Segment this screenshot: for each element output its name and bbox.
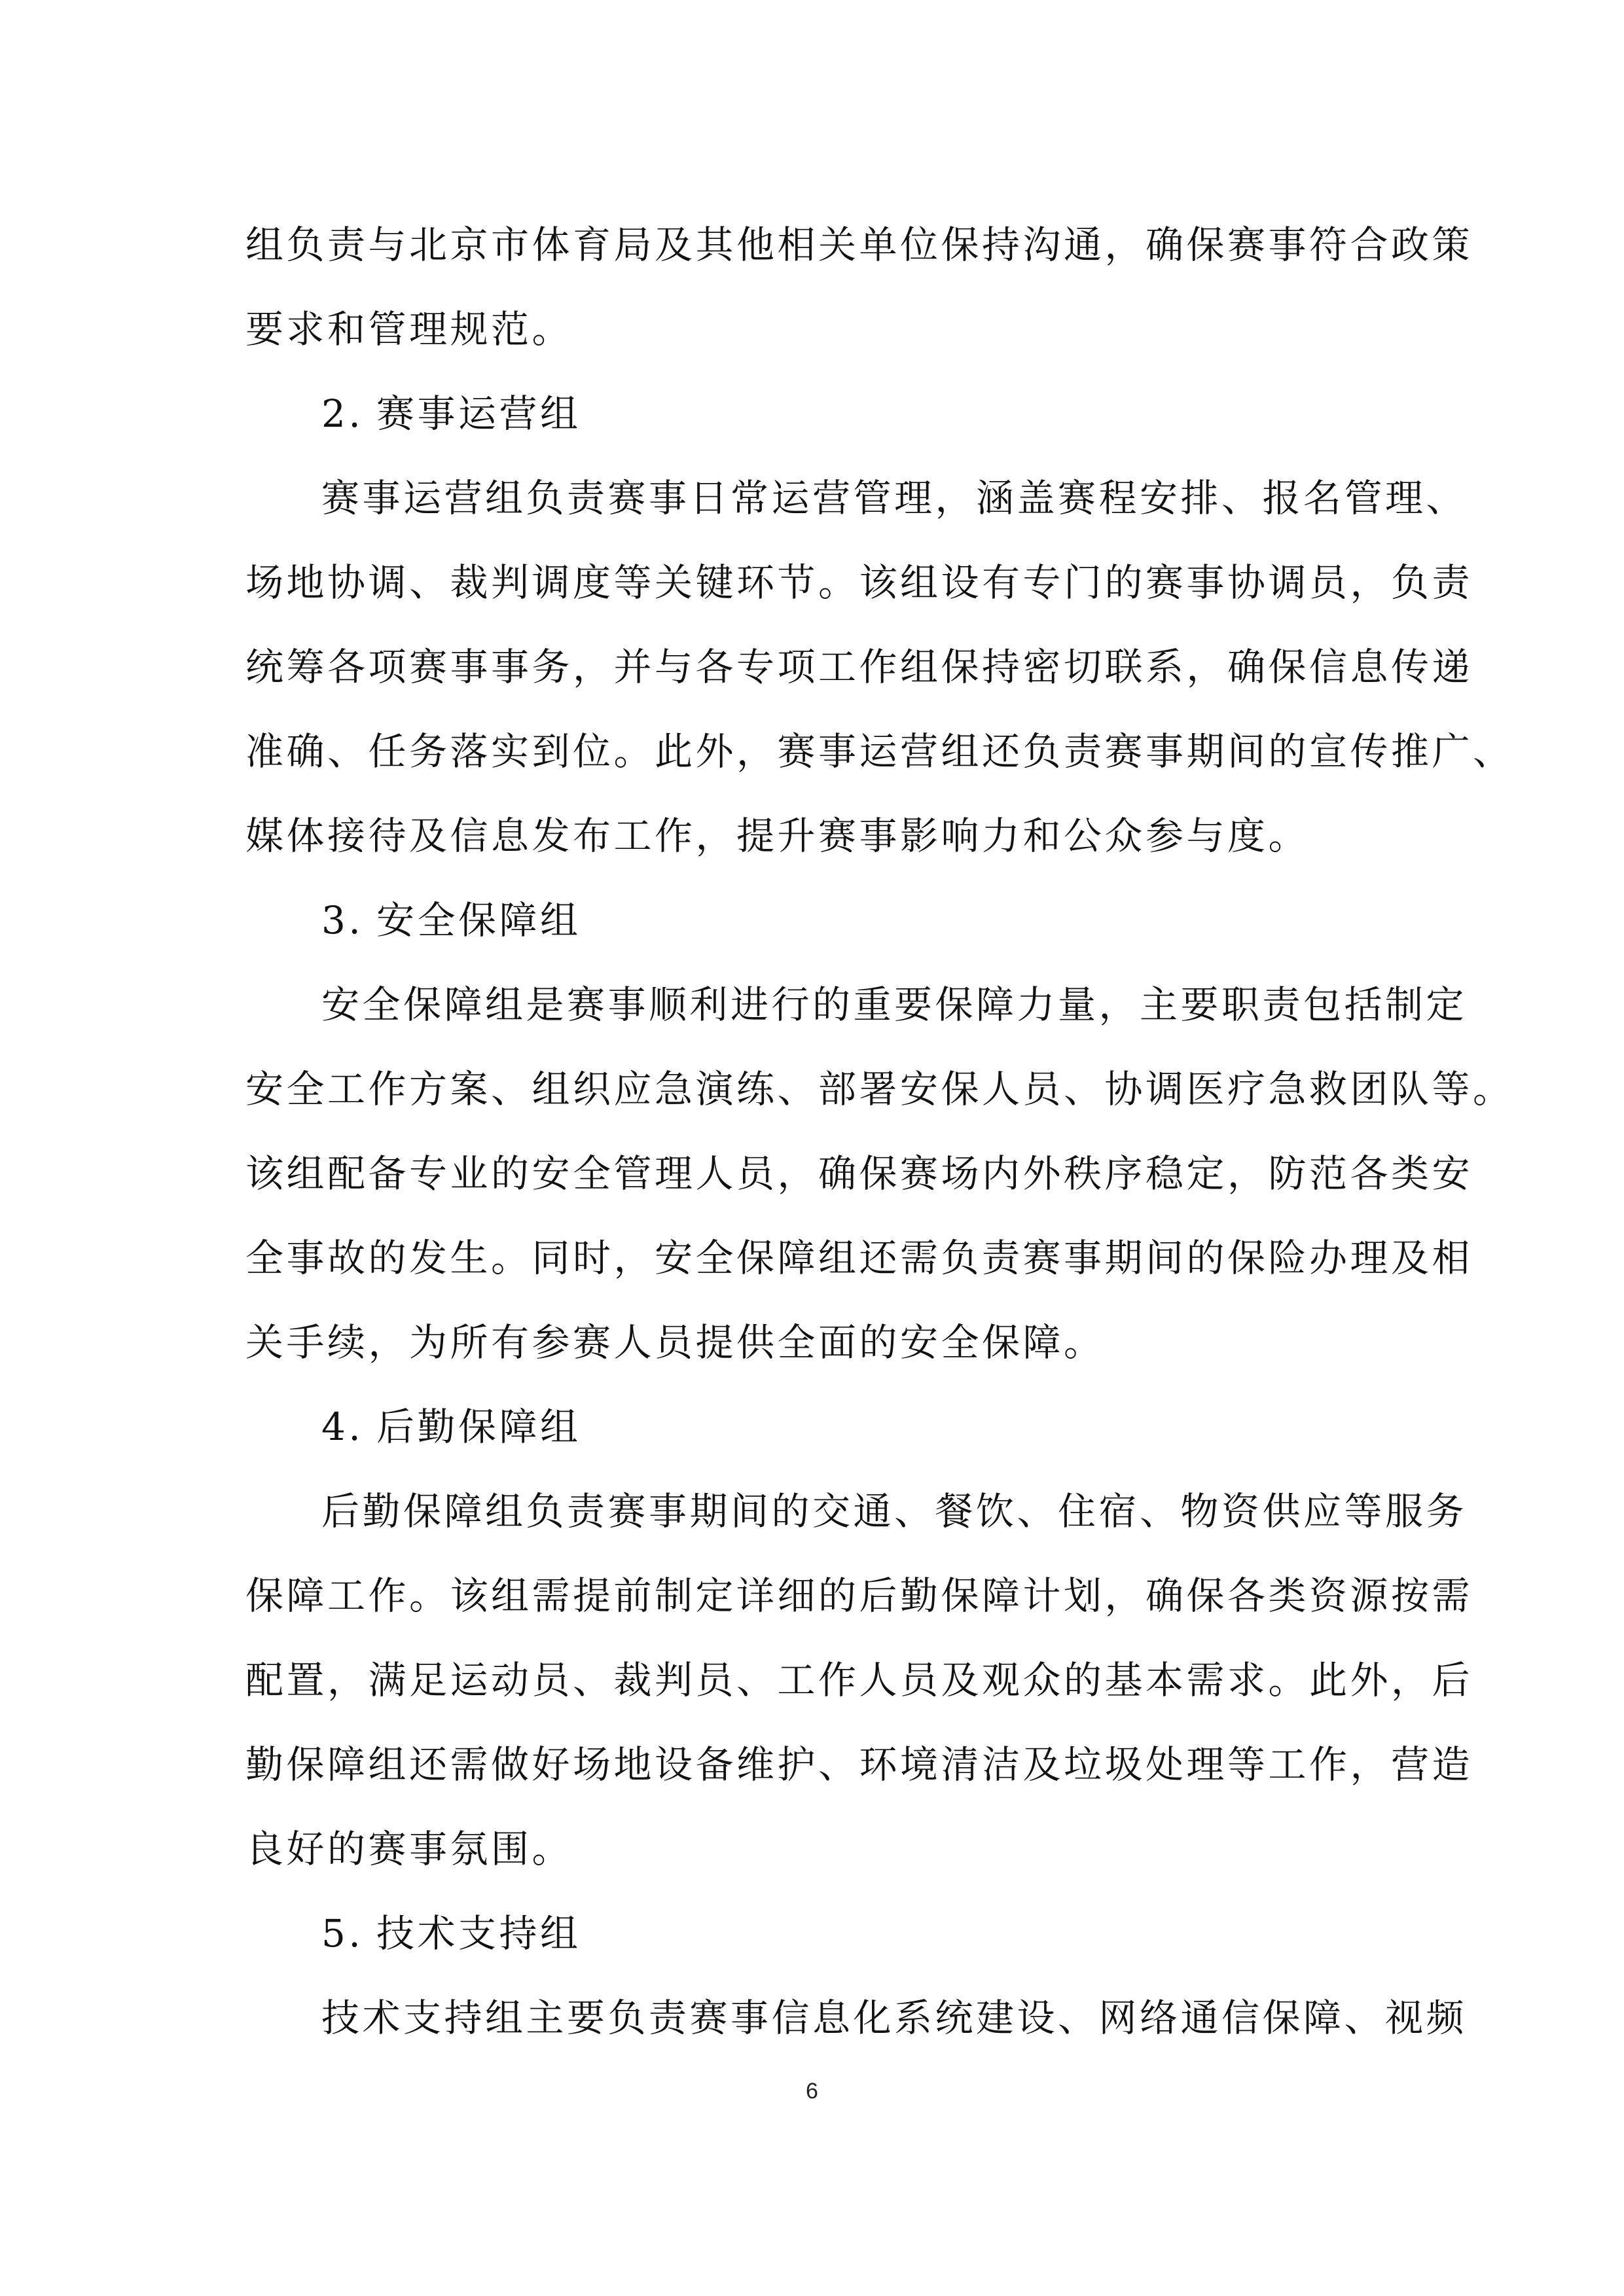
paragraph-first-line: 安全保障组是赛事顺利进行的重要保障力量，主要职责包括制定 — [321, 982, 1468, 1027]
section-title: 后勤保障组 — [376, 1405, 581, 1449]
body-line: 统筹各项赛事事务，并与各专项工作组保持密切联系，确保信息传递 — [245, 645, 1473, 689]
paragraph-first-line: 技术支持组主要负责赛事信息化系统建设、网络通信保障、视频 — [321, 1996, 1468, 2040]
body-line: 配置，满足运动员、裁判员、工作人员及观众的基本需求。此外，后 — [245, 1658, 1473, 1702]
section-number: 5. — [321, 1911, 364, 1956]
section-title: 技术支持组 — [376, 1911, 581, 1956]
section-number: 2. — [321, 391, 364, 436]
section-number: 3. — [321, 898, 364, 942]
section-title: 安全保障组 — [376, 898, 581, 942]
body-line: 要求和管理规范。 — [245, 307, 573, 351]
body-line: 场地协调、裁判调度等关键环节。该组设有专门的赛事协调员，负责 — [245, 560, 1473, 605]
body-line: 媒体接待及信息发布工作，提升赛事影响力和公众参与度。 — [245, 814, 1310, 858]
page-number: 6 — [806, 2079, 818, 2104]
body-line: 保障工作。该组需提前制定详细的后勤保障计划，确保各类资源按需 — [245, 1573, 1473, 1618]
body-line: 勤保障组还需做好场地设备维护、环境清洁及垃圾处理等工作，营造 — [245, 1742, 1473, 1787]
body-line: 准确、任务落实到位。此外，赛事运营组还负责赛事期间的宣传推广、 — [245, 729, 1514, 774]
section-heading-3 — [245, 878, 1384, 963]
body-line: 良好的赛事氛围。 — [245, 1827, 573, 1871]
body-line: 关手续，为所有参赛人员提供全面的安全保障。 — [245, 1320, 1105, 1365]
page-body — [245, 203, 1514, 2060]
section-title: 赛事运营组 — [376, 391, 581, 436]
body-line: 安全工作方案、组织应急演练、部署安保人员、协调医疗急救团队等。 — [245, 1067, 1514, 1111]
body-line: 全事故的发生。同时，安全保障组还需负责赛事期间的保险办理及相 — [245, 1236, 1473, 1280]
paragraph-first-line: 后勤保障组负责赛事期间的交通、餐饮、住宿、物资供应等服务 — [321, 1489, 1468, 1534]
paragraph-first-line: 赛事运营组负责赛事日常运营管理，涵盖赛程安排、报名管理、 — [321, 476, 1468, 520]
body-line: 组负责与北京市体育局及其他相关单位保持沟通，确保赛事符合政策 — [245, 223, 1473, 267]
section-heading-5 — [245, 1892, 1384, 1976]
body-line: 该组配备专业的安全管理人员，确保赛场内外秩序稳定，防范各类安 — [245, 1151, 1473, 1196]
section-number: 4. — [321, 1405, 364, 1449]
section-heading-2 — [245, 372, 1384, 456]
section-heading-4 — [245, 1385, 1384, 1469]
